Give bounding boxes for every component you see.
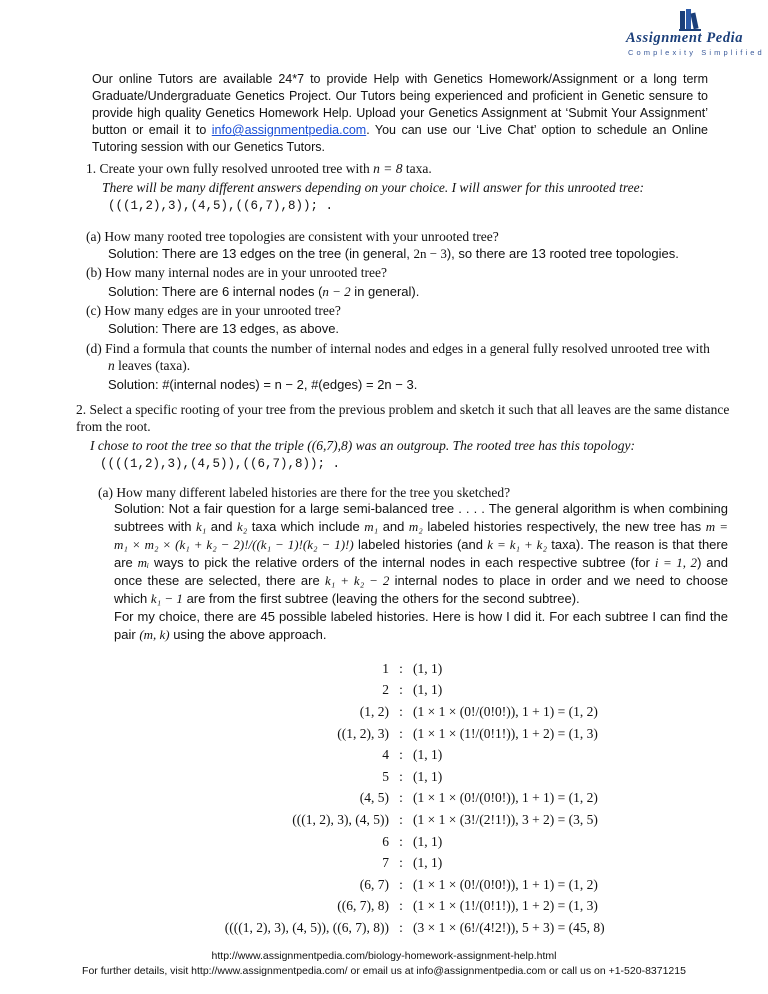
sol-text: labeled histories (and [358, 537, 483, 552]
labeled-histories-equations [160, 658, 720, 939]
equation-lhs: ((1, 2), 3) [337, 725, 389, 741]
equation-rhs: (1 × 1 × (3!/(2!1!)), 3 + 2) = (3, 5) [413, 811, 598, 827]
q2a-label: (a) [98, 485, 113, 500]
equation-separator: : [399, 725, 403, 741]
q2-heading [76, 401, 736, 435]
equation-rhs: (1 × 1 × (0!/(0!0!)), 1 + 1) = (1, 2) [413, 790, 598, 806]
q2a-text: How many different labeled histories are there for the tree you sketched? [116, 485, 511, 500]
q1a-text: How many rooted tree topologies are consistent with your unrooted tree? [104, 229, 499, 244]
q1a-solution [108, 245, 679, 262]
sol-math: m₂ [408, 519, 423, 534]
intro-paragraph [92, 71, 708, 156]
q1b-sol-math: n − 2 [322, 284, 351, 299]
equation-rhs: (1 × 1 × (0!/(0!0!)), 1 + 1) = (1, 2) [413, 703, 598, 719]
footer-url[interactable]: http://www.assignmentpedia.com/biology-homework-assignment-help.html [211, 950, 557, 962]
q1a-sol-tail: ), so there are 13 rooted tree topologies. [446, 246, 679, 261]
equation-rhs: (1 × 1 × (1!/(0!1!)), 1 + 2) = (1, 3) [413, 898, 598, 914]
q1b-solution [108, 283, 419, 300]
sol-text: taxa). The reason is that there are [114, 537, 728, 570]
equation-separator: : [399, 768, 403, 784]
email-link[interactable]: info@assignmentpedia.com [211, 123, 367, 137]
q1d-solution: Solution: #(internal nodes) = n − 2, #(edges) = 2n − 3. [108, 377, 418, 392]
equation-separator: : [399, 855, 403, 871]
sol-text: are from the first subtree (leaving the others for the second subtree). [186, 591, 580, 606]
equation-lhs: 2 [382, 682, 389, 698]
sol-math: k = k₁ + k₂ [487, 537, 547, 552]
equation-row [160, 701, 720, 723]
footer-details: For further details, visit http://www.assignmentpedia.com/ or email us at info@assignmentpedia.com or call us on +1-520-8371215 [82, 965, 686, 977]
sol-math: (m, k) [139, 627, 170, 642]
equation-separator: : [399, 682, 403, 698]
sol-text: Solution: Not a fair question for a large semi-balanced tree . . . . The general algorithm is when combining subtrees with [114, 501, 728, 534]
equation-separator: : [399, 898, 403, 914]
equation-rhs: (3 × 1 × (6!/(4!2!)), 5 + 3) = (45, 8) [413, 919, 605, 935]
equation-separator: : [399, 660, 403, 676]
equation-lhs: (((1, 2), 3), (4, 5)) [292, 811, 389, 827]
q1-answer-note: There will be many different answers depending on your choice. I will answer for this unrooted tree: [102, 180, 645, 195]
q1b-sol-text: Solution: There are 6 internal nodes ( [108, 284, 323, 299]
q1-text: Create your own fully resolved unrooted tree with [99, 161, 370, 176]
brand-tagline: Complexity Simplified [628, 48, 765, 57]
sol-math: i = 1, 2 [654, 555, 698, 570]
equation-row [160, 766, 720, 788]
q1d-label: (d) [86, 341, 102, 356]
equation-rhs: (1, 1) [413, 768, 443, 784]
equation-separator: : [399, 876, 403, 892]
q1b-question [86, 264, 387, 281]
q1a-label: (a) [86, 229, 101, 244]
equation-row [160, 658, 720, 680]
sol-math: k₂ [236, 519, 248, 534]
q1d-n: n [108, 358, 115, 373]
q2a-question [98, 484, 510, 501]
equation-row [160, 809, 720, 831]
intro-text-tail: . You can use our ‘Live Chat’ option to schedule an Online Tutoring session with our Genetics Tutors. [92, 123, 708, 154]
intro-text: Our online Tutors are available 24*7 to provide Help with Genetics Homework/Assignment or a long term Graduate/Undergraduate Genetics Project. Our Tutors being experienced and proficient in Genetic sensure to provide high quality Genetics Homework Help. Upload your Genetics Assignment at ‘Submit Your Assignment’ button or email it to [92, 72, 708, 137]
equation-separator: : [399, 790, 403, 806]
equation-row [160, 744, 720, 766]
equation-lhs: 4 [382, 747, 389, 763]
sol-text: using the above approach. [173, 627, 327, 642]
q1-number: 1. [86, 161, 97, 176]
brand-name: Assignment Pedia [626, 30, 744, 46]
equation-lhs: 1 [382, 660, 389, 676]
brand-logo [612, 8, 765, 58]
equation-row [160, 723, 720, 745]
sol-text: For my choice, there are 45 possible labeled histories. Here is how I did it. For each subtree I can find the pair [114, 609, 728, 642]
equation-row [160, 917, 720, 939]
equation-row [160, 896, 720, 918]
q2-number: 2. [76, 402, 87, 417]
equation-lhs: ((((1, 2), 3), (4, 5)), ((6, 7), 8)) [224, 919, 389, 935]
q2-text: Select a specific rooting of your tree from the previous problem and sketch it such that all leaves are the same distance from the root. [76, 402, 730, 434]
equation-rhs: (1 × 1 × (0!/(0!0!)), 1 + 1) = (1, 2) [413, 876, 598, 892]
equation-row [160, 680, 720, 702]
sol-text: ways to pick the relative orders of the internal nodes in each respective subtree (for [154, 555, 651, 570]
book-stack-icon [678, 8, 704, 32]
equation-lhs: (1, 2) [359, 703, 389, 719]
sol-math: k₁ + k₂ − 2 [325, 573, 390, 588]
sol-text: internal nodes to place in order and we need to choose which [114, 573, 728, 606]
sol-text: and [210, 519, 233, 534]
q1b-sol-tail: in general). [350, 284, 420, 299]
sol-text: and [382, 519, 405, 534]
q2-tree: ((((1,2),3),(4,5)),((6,7),8)); . [100, 457, 341, 471]
equation-rhs: (1, 1) [413, 833, 443, 849]
equation-separator: : [399, 747, 403, 763]
sol-text: taxa which include [251, 519, 360, 534]
q1-text-tail: taxa. [405, 161, 432, 176]
sol-math: k₁ [195, 519, 207, 534]
equation-rhs: (1, 1) [413, 660, 443, 676]
equation-separator: : [399, 811, 403, 827]
sol-math: mᵢ [137, 555, 150, 570]
equation-rhs: (1, 1) [413, 682, 443, 698]
sol-math: k₁ − 1 [150, 591, 183, 606]
equation-lhs: (4, 5) [359, 790, 389, 806]
q1d-question-line2 [108, 357, 190, 374]
equation-separator: : [399, 833, 403, 849]
equation-lhs: 5 [382, 768, 389, 784]
equation-row [160, 831, 720, 853]
q1d-line2-text: leaves (taxa). [118, 358, 191, 373]
q1b-label: (b) [86, 265, 102, 280]
q1a-sol-math: 2n − 3 [413, 246, 447, 261]
equation-rhs: (1 × 1 × (1!/(0!1!)), 1 + 2) = (1, 3) [413, 725, 598, 741]
q1-heading [86, 160, 432, 177]
equation-lhs: (6, 7) [359, 876, 389, 892]
sol-text: labeled histories respectively, the new tree has [427, 519, 702, 534]
equation-rhs: (1, 1) [413, 855, 443, 871]
sol-math: m₁ [364, 519, 379, 534]
q1c-solution: Solution: There are 13 edges, as above. [108, 321, 340, 336]
q2-answer-note: I chose to root the tree so that the triple ((6,7),8) was an outgroup. The rooted tree has this topology: [90, 438, 635, 453]
equation-row [160, 788, 720, 810]
q1a-question [86, 228, 499, 245]
q1c-question [86, 302, 341, 319]
equation-separator: : [399, 703, 403, 719]
q2a-solution [114, 500, 728, 644]
equation-lhs: ((6, 7), 8) [337, 898, 389, 914]
equation-rhs: (1, 1) [413, 747, 443, 763]
q1a-sol-text: Solution: There are 13 edges on the tree (in general, [108, 246, 410, 261]
q1-tree: (((1,2),3),(4,5),((6,7),8)); . [108, 199, 334, 213]
q1c-label: (c) [86, 303, 101, 318]
q1b-text: How many internal nodes are in your unrooted tree? [105, 265, 388, 280]
q1d-question [86, 340, 736, 357]
equation-separator: : [399, 919, 403, 935]
q1-n-eq: n = 8 [373, 161, 403, 176]
q1c-text: How many edges are in your unrooted tree? [104, 303, 341, 318]
equation-lhs: 6 [382, 833, 389, 849]
sol-text: ) and once these are selected, there are [114, 555, 728, 588]
equation-lhs: 7 [382, 855, 389, 871]
equation-row [160, 874, 720, 896]
equation-row [160, 852, 720, 874]
q1d-text: Find a formula that counts the number of internal nodes and edges in a general fully resolved unrooted tree with [105, 341, 710, 356]
sol-formula: m = m₁ × m₂ × (k₁ + k₂ − 2)!/((k₁ − 1)!(k₂ − 1)!) [114, 519, 728, 552]
